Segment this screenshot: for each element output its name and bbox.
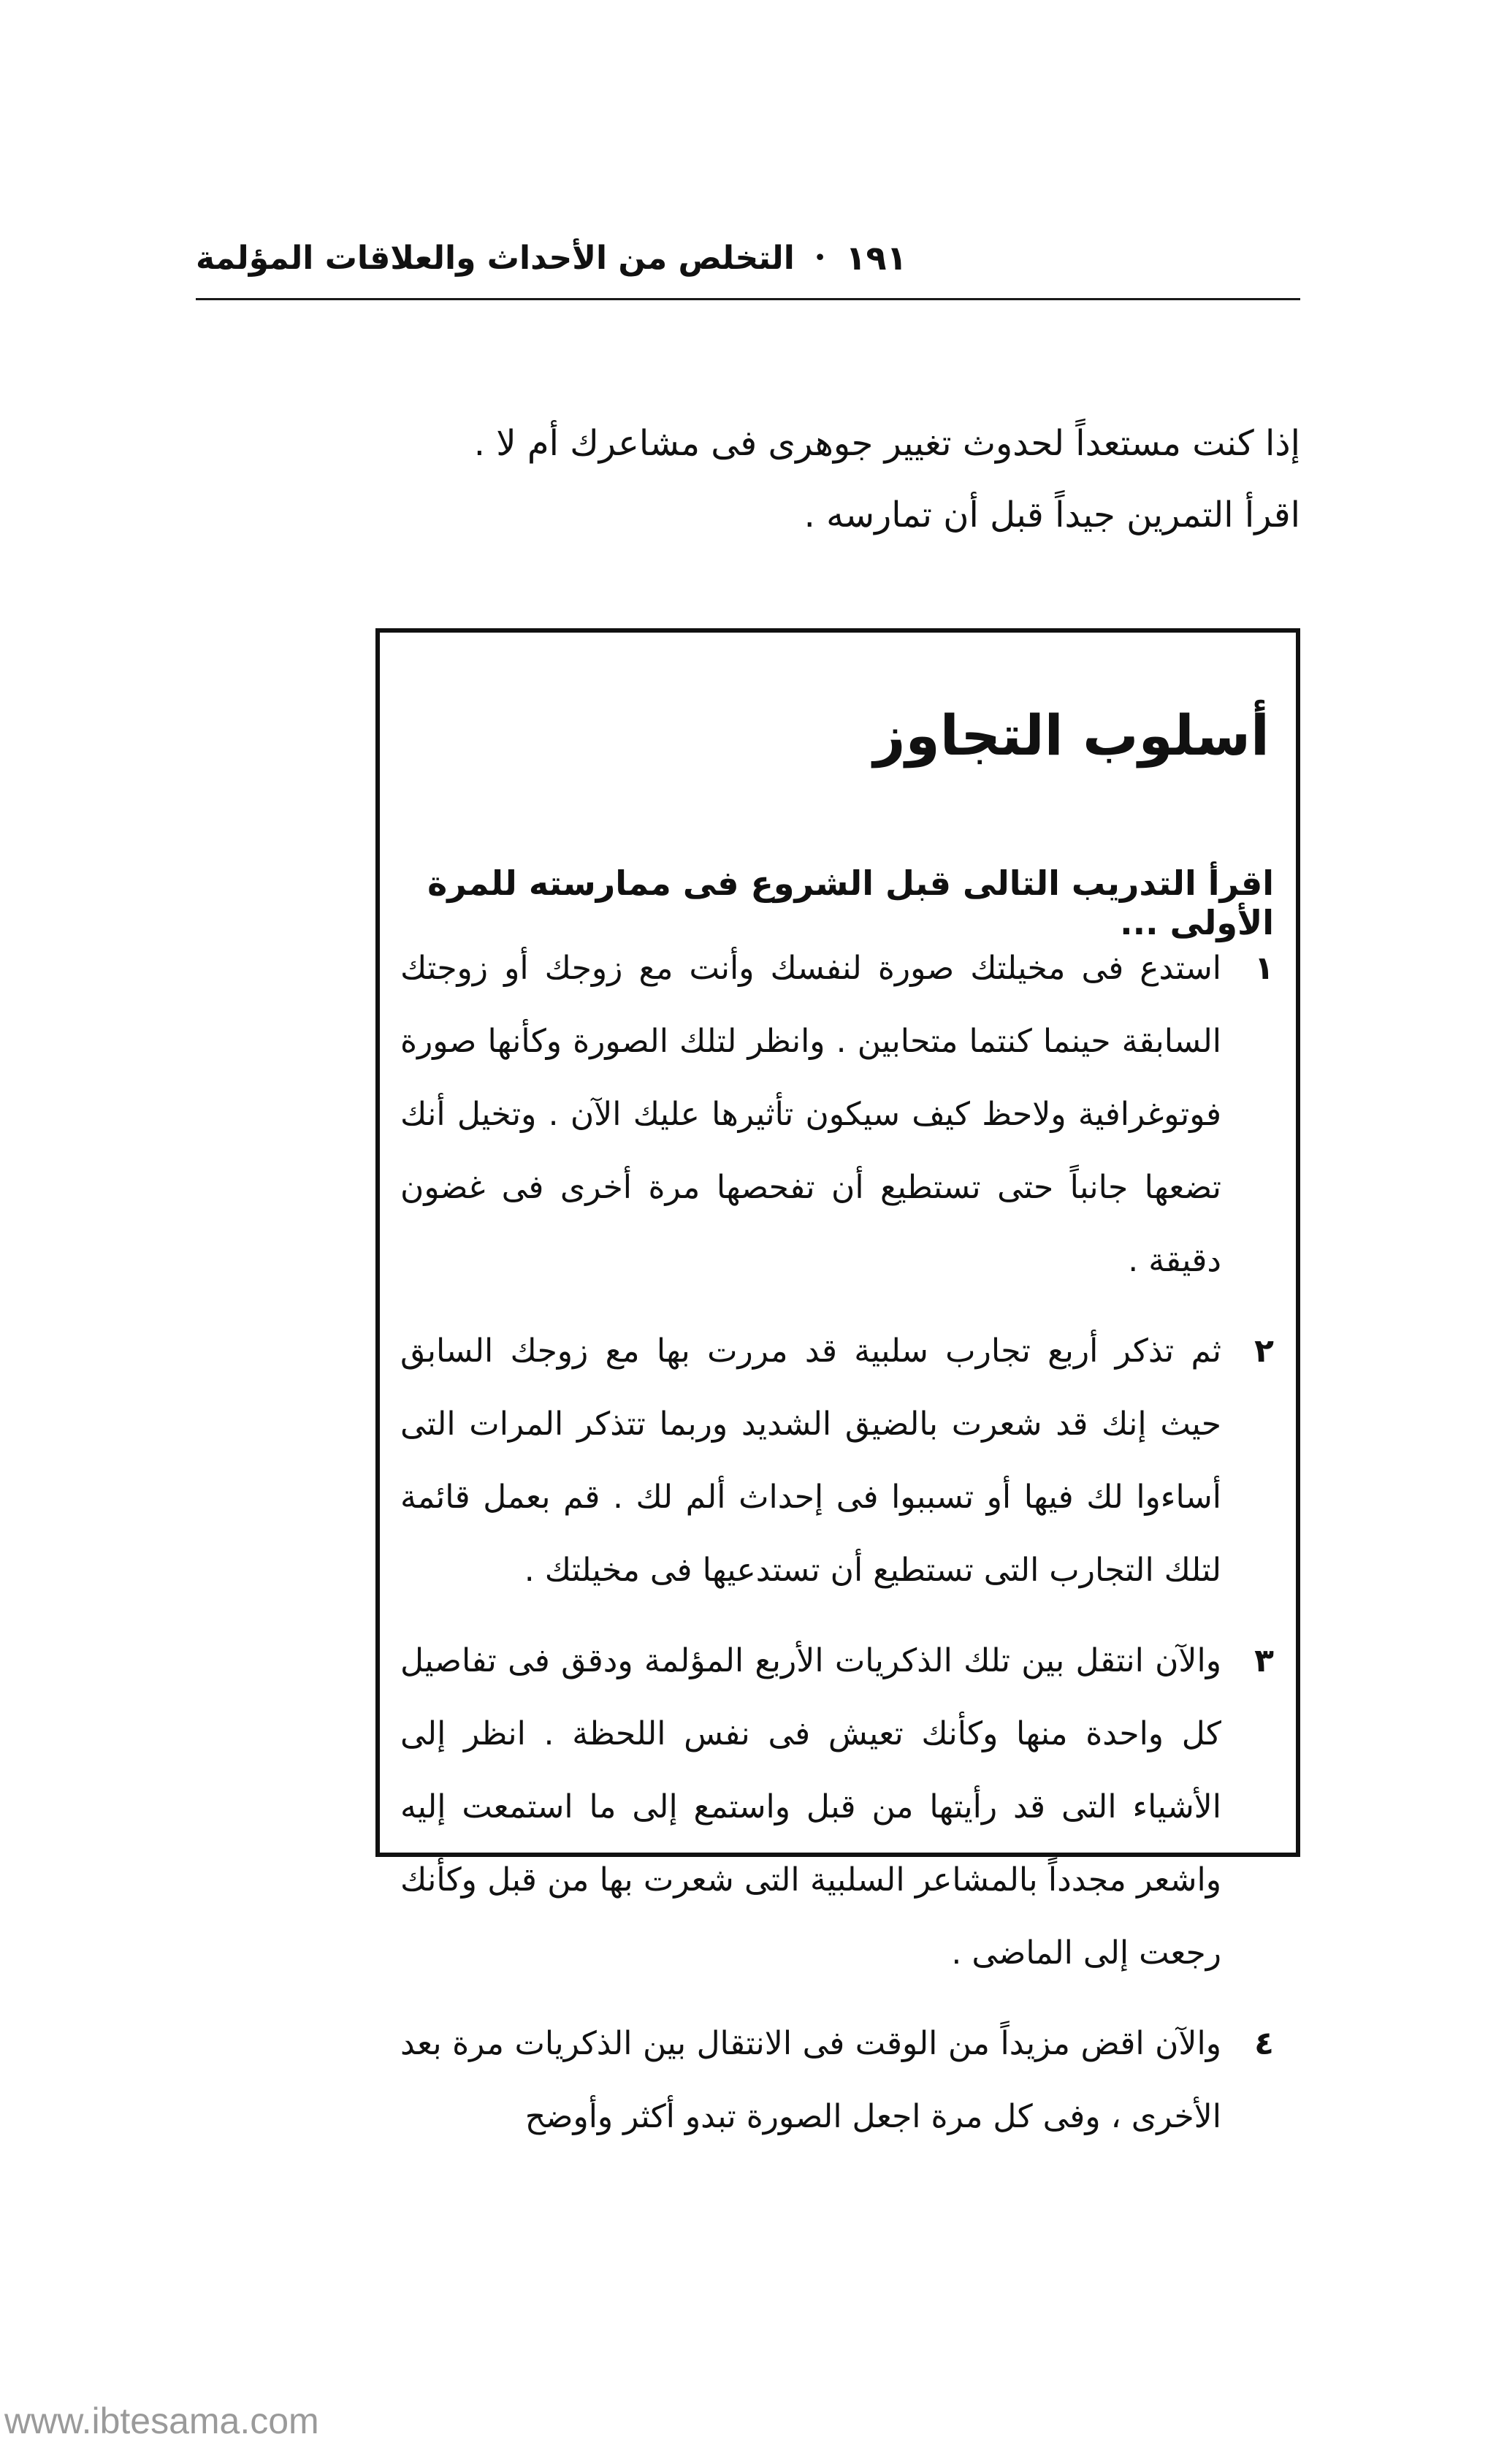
step-number: ٢ (1254, 1332, 1274, 1370)
watermark-url: www.ibtesama.com (4, 2400, 319, 2441)
step-text: والآن اقض مزيداً من الوقت فى الانتقال بين الذكريات مرة بعد الأخرى ، وفى كل مرة اجعل الصورة تبدو أكثر وأوضح (400, 2025, 1221, 2135)
header-separator-bullet: • (813, 245, 827, 271)
step-text: ثم تذكر أربع تجارب سلبية قد مررت بها مع زوجك السابق حيث إنك قد شعرت بالضيق الشديد وربما تتذكر المرات التى أساءوا لك فيها أو تسببوا فى إحداث ألم لك . قم بعمل قائمة لتلك التجارب التى تستطيع أن تستدعيها فى مخيلتك . (400, 1332, 1221, 1589)
step-text: والآن انتقل بين تلك الذكريات الأربع المؤلمة ودقق فى تفاصيل كل واحدة منها وكأنك تعيش فى نفس اللحظة . انظر إلى الأشياء التى قد رأيتها من قبل واستمع إلى ما استمعت إليه واشعر مجدداً بالمشاعر السلبية التى شعرت بها من قبل وكأنك رجعت إلى الماضى . (400, 1642, 1221, 1972)
step-item (400, 1315, 1274, 1607)
step-item (400, 2007, 1274, 2154)
step-number: ١ (1254, 950, 1274, 987)
intro-paragraph (196, 408, 1300, 551)
step-item (400, 932, 1274, 1297)
exercise-box (375, 628, 1300, 2135)
header-divider (196, 298, 1300, 300)
exercise-lead: اقرأ التدريب التالى قبل الشروع فى ممارسته للمرة الأولى ... (427, 863, 1274, 942)
page-number: ١٩١ (845, 238, 907, 278)
step-text: استدع فى مخيلتك صورة لنفسك وأنت مع زوجك أو زوجتك السابقة حينما كنتما متحابين . وانظر لتلك الصورة وكأنها صورة فوتوغرافية ولاحظ كيف سيكون تأثيرها عليك الآن . وتخيل أنك تضعها جانباً حتى تستطيع أن تفحصها مرة أخرى فى غضون دقيقة . (400, 950, 1221, 1279)
step-number: ٣ (1254, 1642, 1274, 1679)
step-item (400, 1625, 1274, 1990)
step-number: ٤ (1254, 2025, 1274, 2062)
intro-line-2: اقرأ التمرين جيداً قبل أن تمارسه . (804, 495, 1300, 535)
page-header (196, 232, 1300, 283)
steps-list (400, 932, 1274, 2171)
running-title: التخلص من الأحداث والعلاقات المؤلمة (196, 239, 795, 277)
intro-line-1: إذا كنت مستعداً لحدوث تغيير جوهرى فى مشاعرك أم لا . (473, 423, 1300, 464)
exercise-title: أسلوب التجاوز (873, 703, 1270, 768)
